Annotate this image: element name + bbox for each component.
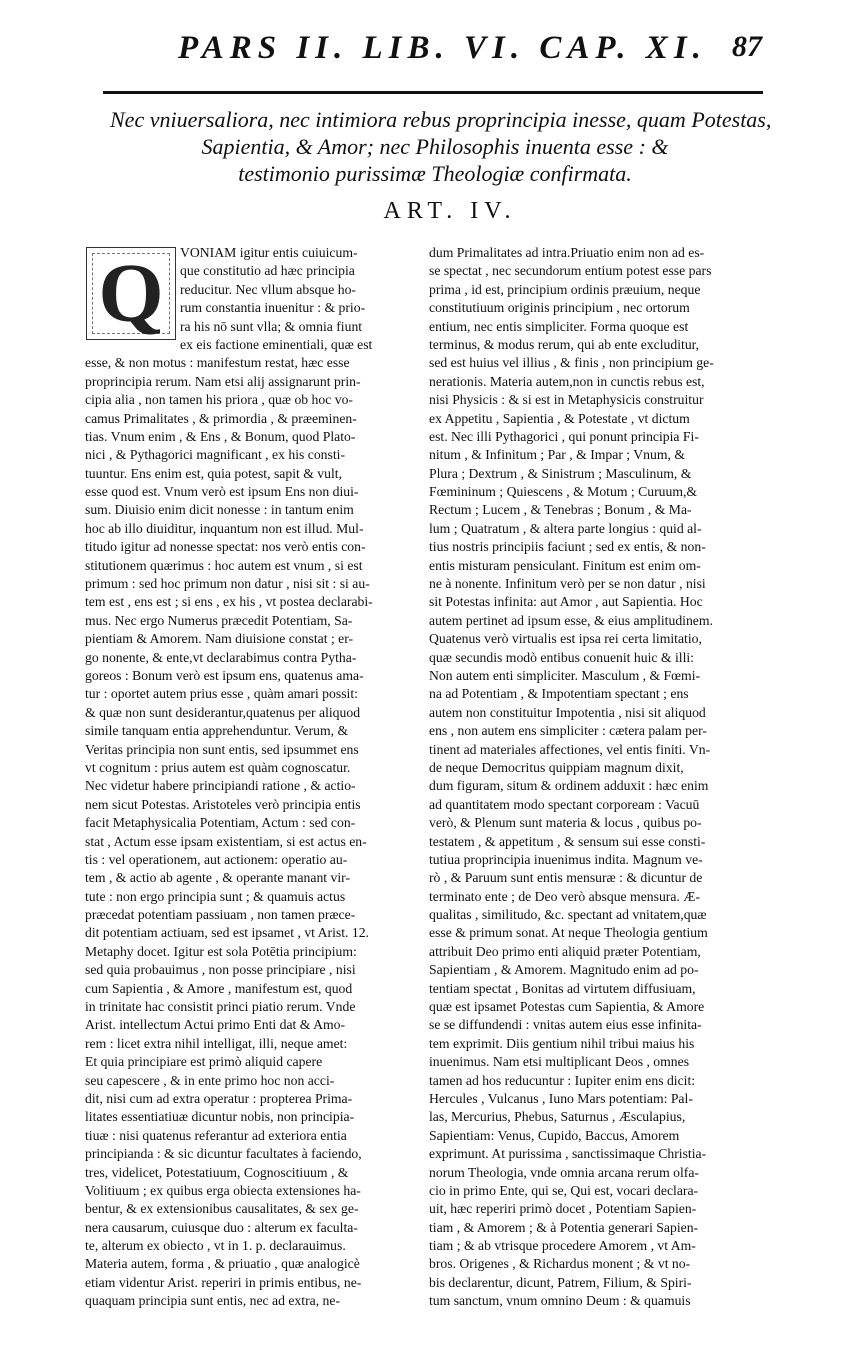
text-line: qualitas , similitudo, &c. spectant ad vnitatem,quæ [429, 907, 707, 923]
text-line: tinent ad materiales affectiones, vel entis finiti. Vn- [429, 741, 711, 757]
right-column [429, 244, 747, 1311]
text-line: bros. Origenes , & Richardus monent ; & vt no- [429, 1256, 691, 1272]
page-header [100, 28, 760, 68]
proposition-heading [110, 106, 772, 187]
text-line: est. Nec illi Pythagorici , qui ponunt principia Fi- [429, 428, 699, 444]
text-line: se spectat , nec secundorum entium potest esse pars [429, 263, 712, 279]
text-line: las, Mercurius, Phebus, Saturnus , Æsculapius, [429, 1109, 686, 1125]
text-line: tem est , ens est ; si ens , ex his , vt postea declarabi- [85, 594, 373, 610]
text-line: tute : non ergo principia sunt ; & quamuis actus [85, 888, 346, 904]
text-line: ex Appetitu , Sapientia , & Potestate , vt dictum [429, 410, 690, 426]
text-line: stat , Actum esse ipsam existentiam, si est actus en- [85, 833, 367, 849]
text-line: go nonente, & ente,vt declarabimus contra Pytha- [85, 649, 357, 665]
text-line: Hercules , Vulcanus , Iuno Mars potentiam: Pal- [429, 1090, 693, 1106]
text-line: in trinitate hac consistit princi piatio rerum. Vnde [85, 999, 356, 1015]
text-line: quæ secundis modò entibus conuenit huic & illi: [429, 649, 694, 665]
text-line: Non autem enti simpliciter. Masculum , & Fœmi- [429, 667, 701, 683]
text-line: ens , non autem ens simpliciter : cætera palam per- [429, 723, 707, 739]
text-line: tur : oportet autem prius esse , quàm amari possit: [85, 686, 358, 702]
text-line: simile tanquam entia apprehenduntur. Verum, & [85, 723, 349, 739]
text-line: cio in primo Ente, qui se, Qui est, vocari declara- [429, 1182, 699, 1198]
text-line: exprimunt. At purissima , sanctissimaque Christia- [429, 1146, 707, 1162]
text-line: rem : licet extra nihil intelligat, illi, neque amet: [85, 1035, 348, 1051]
text-line: quæ est ipsamet Potestas cum Sapientia, & Amore [429, 999, 705, 1015]
text-line: Et quia principiare est primò aliquid capere [85, 1054, 323, 1070]
text-line: bis declarentur, dicunt, Patrem, Filium, & Spiri- [429, 1274, 692, 1290]
text-line: facit Metaphysicalia Potentiam, Actum : sed con- [85, 815, 356, 831]
text-line: de neque Democritus quippiam magnum dixit, [429, 759, 684, 775]
text-line: prima , id est, principium ordinis præuium, neque [429, 281, 701, 297]
text-line: Sapientiam: Venus, Cupido, Baccus, Amorem [429, 1127, 680, 1143]
text-line: tius nostris principiis faciunt ; sed ex entis, & non- [429, 539, 706, 555]
text-line: dit potentiam actiuam, sed est ipsamet , vt Arist. 12. [85, 925, 369, 941]
text-line: entis misturam pensiculant. Finitum est enim om- [429, 557, 701, 573]
text-line: sit Potestas infinita: aut Amor , aut Sapientia. Hoc [429, 594, 703, 610]
initial-letter: Q [98, 247, 164, 340]
text-line: & quæ non sunt desiderantur,quatenus per aliquod [85, 704, 361, 720]
text-line: ex eis factione eminentiali, quæ est [180, 336, 373, 352]
text-line: tem , & actio ab agente , & operante manant vir- [85, 870, 351, 886]
text-line: tem exprimit. Diis gentium nihil tribui maius his [429, 1035, 695, 1051]
text-line: que constitutio ad hæc principia [180, 263, 355, 279]
text-line: cipia alia , non tamen his priora , quæ ob hoc vo- [85, 392, 353, 408]
text-line: rum constantia inuenitur : & prio- [180, 300, 366, 316]
page-number: 87 [732, 30, 762, 63]
text-line: Rectum ; Lucem , & Tenebras ; Bonum , & Ma- [429, 502, 692, 518]
text-line: hoc ab illo diuiditur, inquantum non est illud. Mul- [85, 520, 364, 536]
text-line: Materia autem, forma , & priuatio , quæ analogicè [85, 1256, 360, 1272]
text-line: Fœmininum ; Quiescens , & Motum ; Curuum,& [429, 484, 698, 500]
text-line: sum. Diuisio enim dicit nonesse : in tantum enim [85, 502, 354, 518]
text-line: rò , & Paruum sunt entis mensuræ : & dicuntur de [429, 870, 703, 886]
text-line: bentur, & ex extensionibus causalitates, & sex ge- [85, 1201, 359, 1217]
text-line: quaquam principia sunt entis, nec ad extra, ne- [85, 1293, 341, 1309]
text-line: præcedat potentiam passiuam , non tamen præce- [85, 907, 356, 923]
article-heading: ART. IV. [383, 198, 517, 224]
text-line: sed quia probauimus , non posse principiare , nisi [85, 962, 356, 978]
text-line: Metaphy docet. Igitur est sola Potētia principium: [85, 943, 357, 959]
text-line: tiuæ : nisi quatenus referantur ad exteriora entia [85, 1127, 347, 1143]
text-line: etiam videntur Arist. reperiri in primis entibus, ne- [85, 1274, 362, 1290]
text-line: litates essentiatiuæ dicuntur nobis, non principia- [85, 1109, 355, 1125]
text-line: se se diffundendi : vnitas autem eius esse infinita- [429, 1017, 702, 1033]
text-line: Arist. intellectum Actui primo Enti dat & Amo- [85, 1017, 346, 1033]
text-line: dum Primalitates ad intra.Priuatio enim non ad es- [429, 245, 705, 260]
text-line: tentiam spectat , Bonitas ad virtutem diffusiuam, [429, 980, 696, 996]
text-line: tuuntur. Ens enim est, quia potest, sapit & vult, [85, 465, 343, 481]
text-line: nici , & Pythagorici magnificant , ex his consti- [85, 447, 346, 463]
text-line: Veritas principia non sunt entis, sed ipsummet ens [85, 741, 359, 757]
text-line: inuenimus. Nam etsi multiplicant Deos , omnes [429, 1054, 690, 1070]
text-line: principianda : & sic dicuntur facultates à faciendo, [85, 1146, 362, 1162]
text-line: proprincipia rerum. Nam etsi alij assignarunt prin- [85, 373, 361, 389]
text-line: esse & primum sonat. At neque Theologia gentium [429, 925, 708, 941]
text-line: Sapientiam , & Amorem. Magnitudo enim ad po- [429, 962, 699, 978]
text-line: ne à nonente. Infinitum verò per se non datur , nisi [429, 576, 706, 592]
text-line: reducitur. Nec vllum absque ho- [180, 281, 356, 297]
text-line: Volitiuum ; ex quibus erga obiecta extensiones ha- [85, 1182, 361, 1198]
text-line: tias. Vnum enim , & Ens , & Bonum, quod Plato- [85, 428, 356, 444]
proposition-line: Nec vniuersaliora, nec intimiora rebus proprincipia inesse, quam Potestas, [110, 107, 772, 132]
text-line: tamen ad hos reducuntur : Iupiter enim ens dicit: [429, 1072, 696, 1088]
text-line: nera causarum, cuiusque duo : alterum ex faculta- [85, 1219, 358, 1235]
text-line: esse quod est. Vnum verò est ipsum Ens non diui- [85, 484, 359, 500]
text-line: VONIAM igitur entis cuiuicum- [180, 245, 358, 260]
text-line: pientiam & Amorem. Nam diuisione constat ; er- [85, 631, 354, 647]
text-line: verò, & Plenum sunt materia & locus , quibus po- [429, 815, 702, 831]
text-line: Nec videtur habere principiandi ratione , & actio- [85, 778, 356, 794]
text-line: sed est huius vel illius , & finis , non principium ge- [429, 355, 714, 371]
proposition-line: testimonio purissimæ Theologiæ confirmata. [238, 161, 632, 186]
text-line: tum sanctum, vnum omnino Deum : & quamuis [429, 1293, 691, 1309]
text-line: nerationis. Materia autem,non in cunctis rebus est, [429, 373, 705, 389]
text-line: tis : vel operationem, aut actionem: operatio au- [85, 851, 348, 867]
text-line: ra his nō sunt vlla; & omnia fiunt [180, 318, 363, 334]
text-line: lum ; Quatratum , & altera parte longius : quid al- [429, 520, 702, 536]
text-line: te, alterum ex obiecto , vt in 1. p. declarauimus. [85, 1238, 346, 1254]
text-line: nisi Physicis : & si est in Metaphysicis construitur [429, 392, 704, 408]
text-line: constitutiuum originis principium , nec ortorum [429, 300, 690, 316]
text-line: na ad Potentiam , & Impotentiam spectant ; ens [429, 686, 689, 702]
text-line: nem sicut Potestas. Aristoteles verò principia entis [85, 796, 361, 812]
header-rule [103, 91, 763, 94]
text-line: autem pertinet ad ipsum esse, & eius amplitudinem. [429, 612, 713, 628]
text-line: tiam , & Amorem ; & à Potentia generari Sapien- [429, 1219, 699, 1235]
text-line: uit, hæc reperiri primò docet , Potentiam Sapien- [429, 1201, 697, 1217]
text-line: primum : sed hoc primum non datur , nisi sit : si au- [85, 576, 370, 592]
text-line: Quatenus verò virtualis est ipsa rei certa limitatio, [429, 631, 702, 647]
text-line: tiam ; & ab vtrisque procedere Amorem , vt Am- [429, 1238, 696, 1254]
text-line: tres, videlicet, Potestatiuum, Cognoscitiuum , & [85, 1164, 349, 1180]
text-line: entium, nec entis simpliciter. Forma quoque est [429, 318, 689, 334]
text-line: mus. Nec ergo Numerus præcedit Potentiam, Sa- [85, 612, 353, 628]
text-line: camus Primalitates , & primordia , & præeminen- [85, 410, 357, 426]
text-line: dum figuram, situm & ordinem adduxit : hæc enim [429, 778, 709, 794]
text-line: autem non constituitur Impotentia , nisi sit aliquod [429, 704, 706, 720]
text-line: norum Theologia, vnde omnia arcana rerum olfa- [429, 1164, 699, 1180]
text-line: testatem , & appetitum , & sensum sui esse consti- [429, 833, 706, 849]
text-line: tutiua proprincipia inuenimus indita. Magnum ve- [429, 851, 703, 867]
text-line: attribuit Deo primo enti aliquid præter Potentiam, [429, 943, 701, 959]
text-line: seu capescere , & in ente primo hoc non acci- [85, 1072, 335, 1088]
text-line: stitutionem quærimus : hoc autem est vnum , si est [85, 557, 363, 573]
text-line: nitum , & Infinitum ; Par , & Impar ; Vnum, & [429, 447, 685, 463]
text-line: titudo igitur ad nonesse spectat: nos verò entis con- [85, 539, 366, 555]
left-column [85, 244, 403, 1311]
proposition-line: Sapientia, & Amor; nec Philosophis inuenta esse : & [201, 134, 669, 159]
text-line: terminato ente ; de Deo verò absque mensura. Æ- [429, 888, 700, 904]
text-line: cum Sapientia , & Amore , manifestum est, quod [85, 980, 353, 996]
text-line: esse, & non motus : manifestum restat, hæc esse [85, 355, 350, 371]
text-line: Plura ; Dextrum , & Sinistrum ; Masculinum, & [429, 465, 692, 481]
text-line: terminus, & modus rerum, qui ab ente excluditur, [429, 336, 700, 352]
text-line: dit, nisi cum ad extra operatur : propterea Prima- [85, 1090, 353, 1106]
running-head: PARS II. LIB. VI. CAP. XI. [178, 30, 707, 66]
text-line: goreos : Bonum verò est ipsum ens, quatenus ama- [85, 667, 364, 683]
text-line: ad quantitatem modo spectant corpoream : Vacuū [429, 796, 700, 812]
text-line: vt cognitum : prius autem est quàm cognoscatur. [85, 759, 351, 775]
